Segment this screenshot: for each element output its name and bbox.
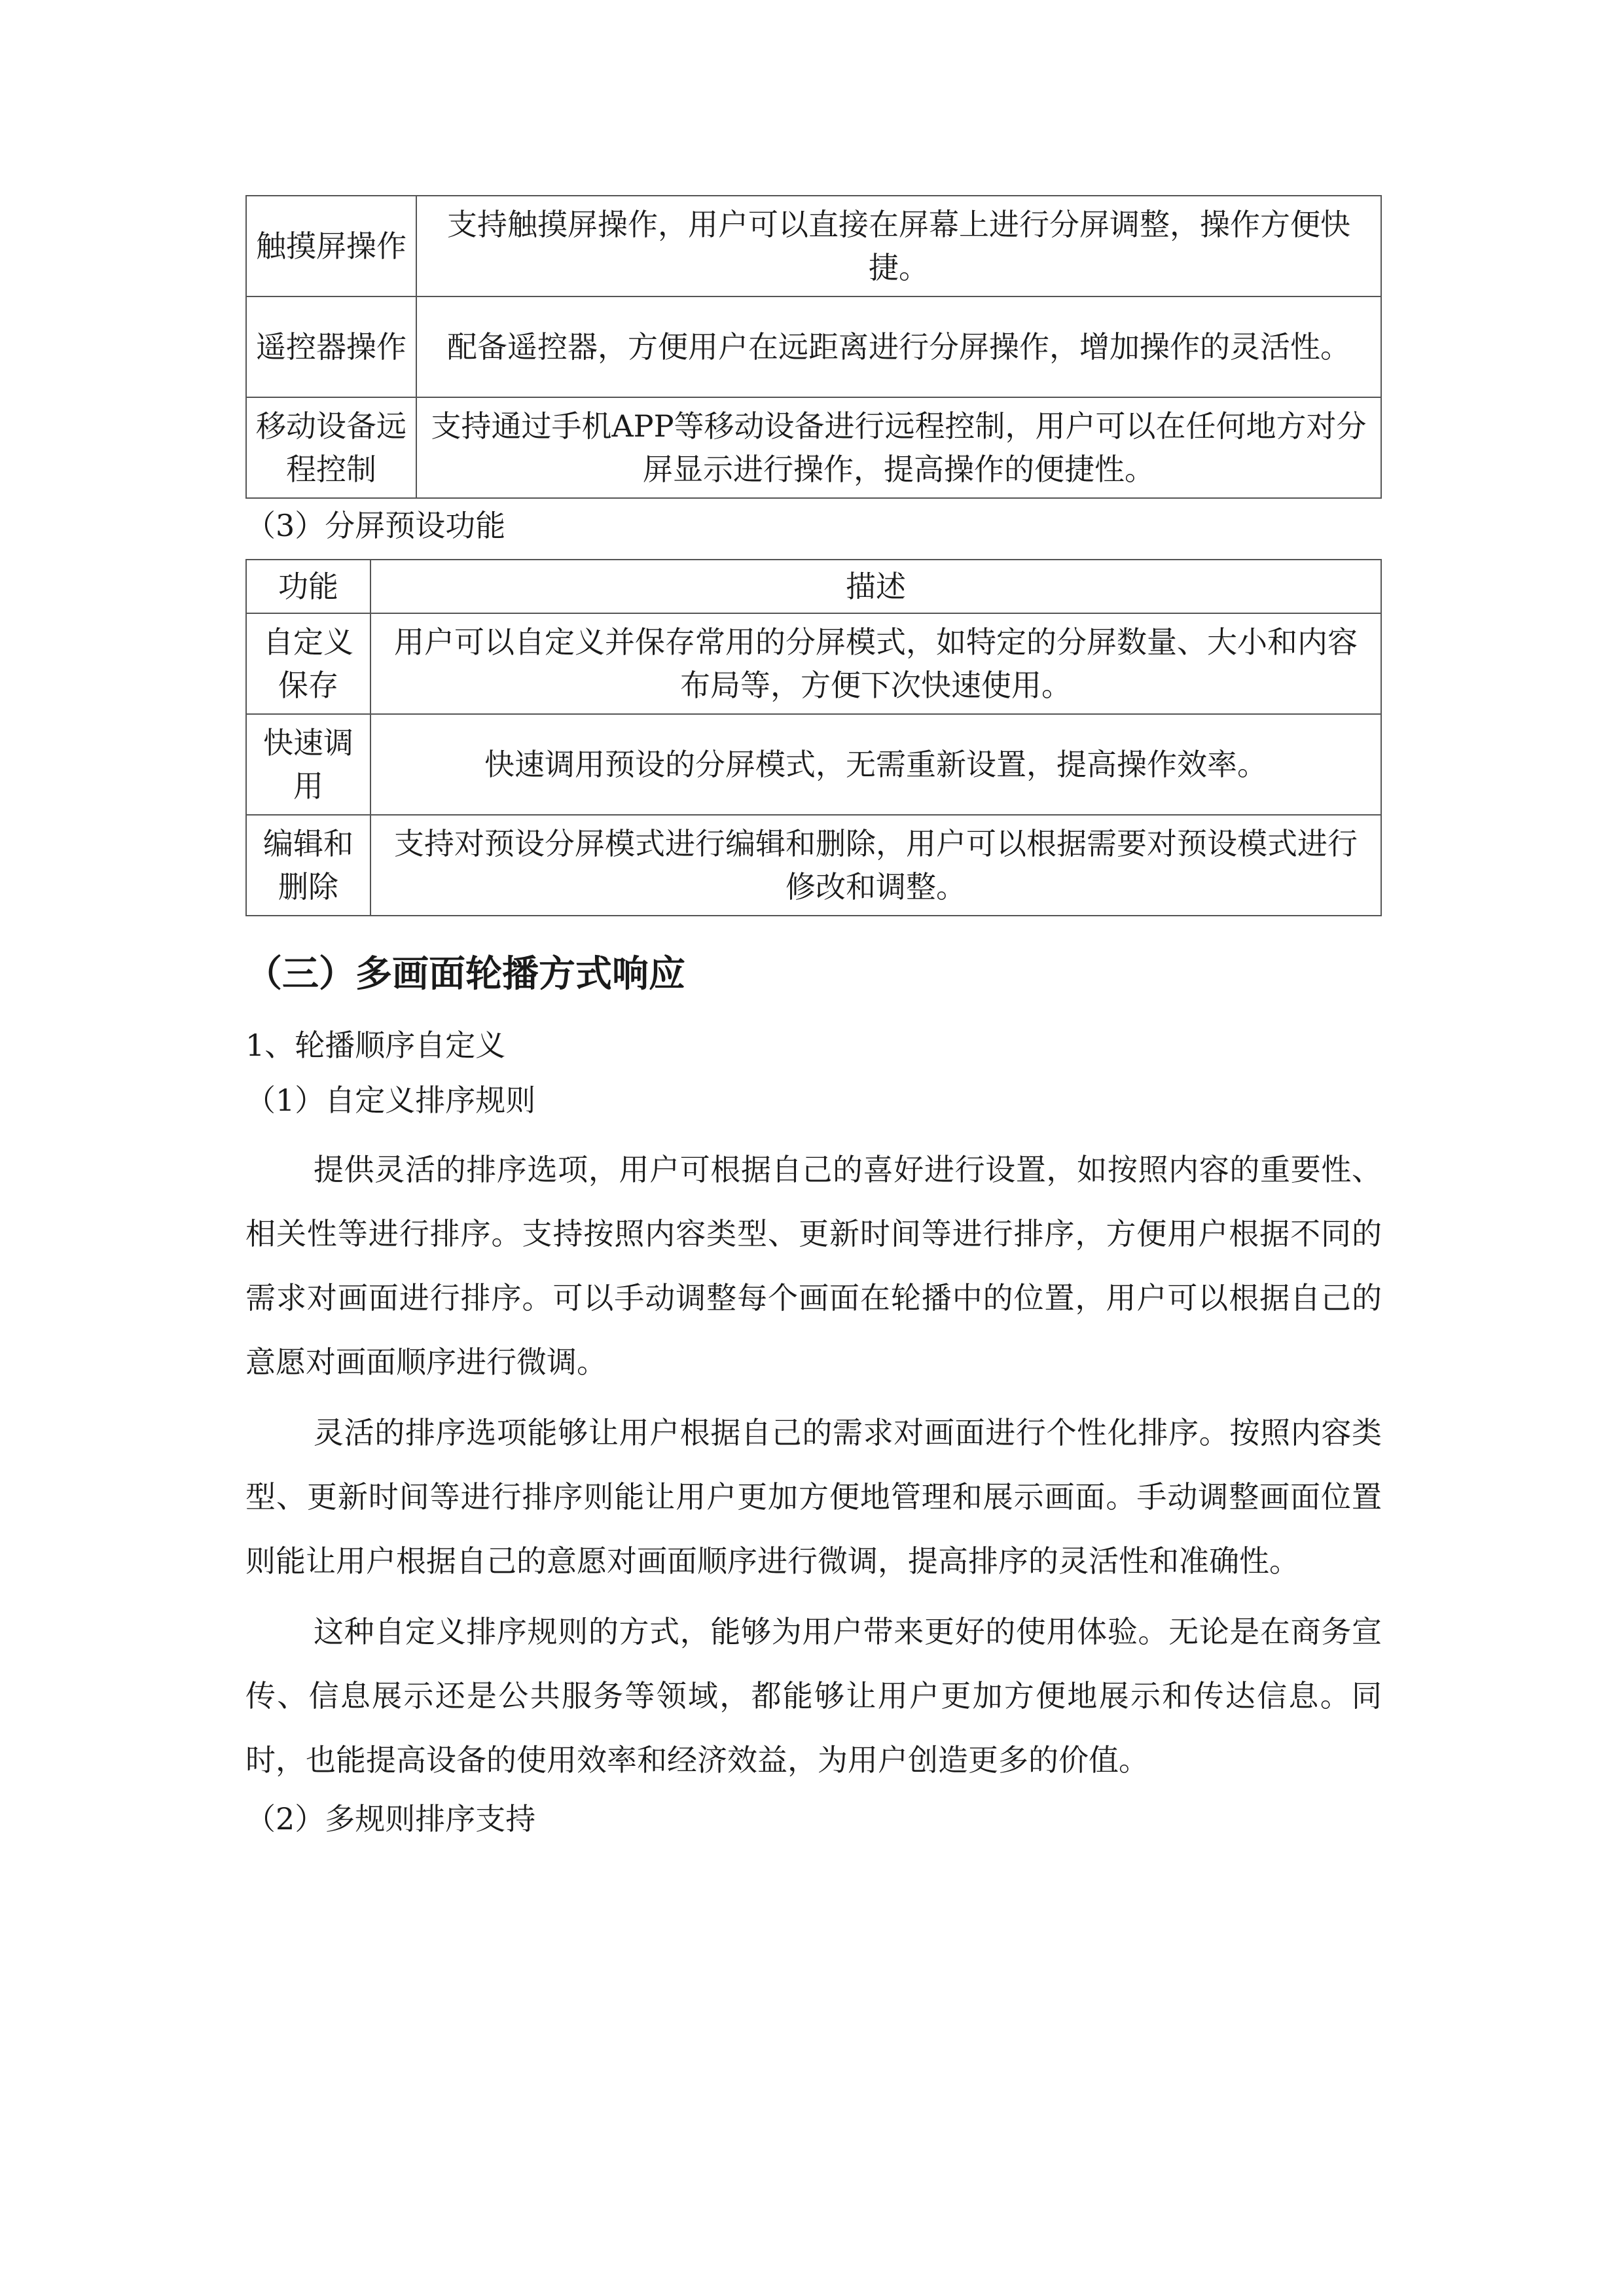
section-3-title: （3）分屏预设功能 bbox=[245, 508, 506, 543]
table-cell-method: 遥控器操作 bbox=[246, 296, 416, 397]
table-cell-function: 编辑和删除 bbox=[246, 815, 370, 916]
operation-methods-table bbox=[245, 195, 1382, 499]
body-paragraph: 灵活的排序选项能够让用户根据自己的需求对画面进行个性化排序。按照内容类型、更新时间等进行排序则能让用户更加方便地管理和展示画面。手动调整画面位置则能让用户根据自己的意愿对画面顺序进行微调，提高排序的灵活性和准确性。 bbox=[245, 1415, 1382, 1579]
section-heading: （三）多画面轮播方式响应 bbox=[245, 952, 685, 996]
table-header-row bbox=[246, 560, 1381, 613]
body-paragraph: 提供灵活的排序选项，用户可根据自己的喜好进行设置，如按照内容的重要性、相关性等进行排序。支持按照内容类型、更新时间等进行排序，方便用户根据不同的需求对画面进行排序。可以手动调整每个画面在轮播中的位置，用户可以根据自己的意愿对画面顺序进行微调。 bbox=[245, 1152, 1382, 1380]
table-cell-description: 支持对预设分屏模式进行编辑和删除，用户可以根据需要对预设模式进行修改和调整。 bbox=[370, 815, 1381, 916]
header-description: 描述 bbox=[370, 560, 1381, 613]
document-page bbox=[245, 195, 1382, 1842]
table-cell-description: 快速调用预设的分屏模式，无需重新设置，提高操作效率。 bbox=[370, 714, 1381, 815]
table-cell-description: 支持通过手机APP等移动设备进行远程控制，用户可以在任何地方对分屏显示进行操作，提高操作的便捷性。 bbox=[416, 397, 1381, 498]
table-row bbox=[246, 714, 1381, 815]
table-cell-description: 用户可以自定义并保存常用的分屏模式，如特定的分屏数量、大小和内容布局等，方便下次快速使用。 bbox=[370, 613, 1381, 714]
subsection-heading: 1、轮播顺序自定义 bbox=[245, 1028, 506, 1063]
table-row bbox=[246, 815, 1381, 916]
sub-subsection-heading: （1）自定义排序规则 bbox=[245, 1083, 536, 1118]
body-paragraph: 这种自定义排序规则的方式，能够为用户带来更好的使用体验。无论是在商务宣传、信息展示还是公共服务等领域，都能够让用户更加方便地展示和传达信息。同时，也能提高设备的使用效率和经济效益，为用户创造更多的价值。 bbox=[245, 1614, 1382, 1778]
table-cell-function: 快速调用 bbox=[246, 714, 370, 815]
header-function: 功能 bbox=[246, 560, 370, 613]
table-row bbox=[246, 296, 1381, 397]
table-cell-description: 配备遥控器，方便用户在远距离进行分屏操作，增加操作的灵活性。 bbox=[416, 296, 1381, 397]
table-row bbox=[246, 613, 1381, 714]
table-cell-method: 移动设备远程控制 bbox=[246, 397, 416, 498]
sub-subsection-heading: （2）多规则排序支持 bbox=[245, 1801, 536, 1837]
table-row bbox=[246, 196, 1381, 296]
split-preset-table bbox=[245, 559, 1382, 916]
table-cell-method: 触摸屏操作 bbox=[246, 196, 416, 296]
table-cell-description: 支持触摸屏操作，用户可以直接在屏幕上进行分屏调整，操作方便快捷。 bbox=[416, 196, 1381, 296]
table-cell-function: 自定义保存 bbox=[246, 613, 370, 714]
table-row bbox=[246, 397, 1381, 498]
